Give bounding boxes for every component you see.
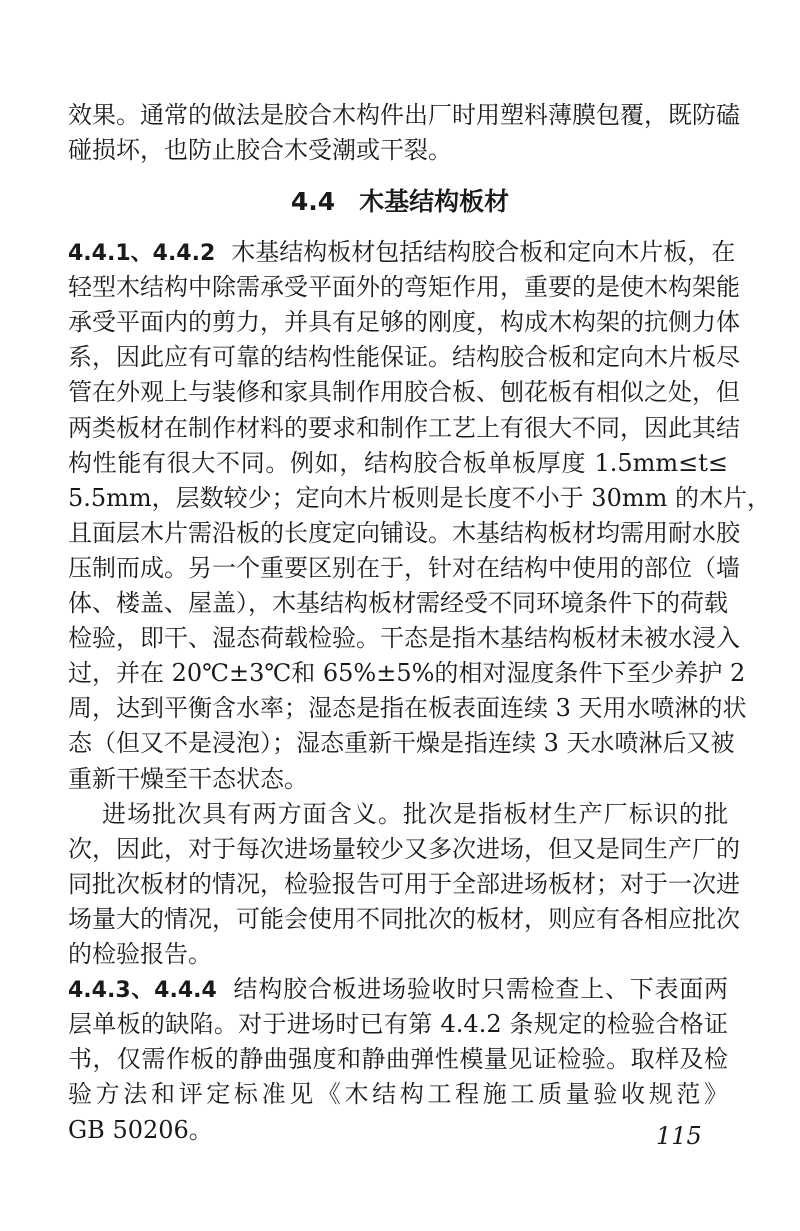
body-line: [68, 305, 740, 340]
section-heading: [0, 182, 800, 218]
line-text: 轻型木结构中除需承受平面外的弯矩作用，重要的是使木构架能: [68, 273, 740, 302]
body-line: [68, 726, 735, 761]
line-text: 同批次板材的情况，检验报告可用于全部进场板材；对于一次进: [68, 869, 740, 898]
line-text: 态（但又不是浸泡）；湿态重新干燥是指连续 3 天水喷淋后又被: [68, 729, 735, 758]
section-title: 木基结构板材: [359, 187, 510, 216]
line-text: 5.5mm，层数较少；定向木片板则是长度不小于 30mm 的木片，: [68, 483, 771, 512]
line-text: 压制而成。另一个重要区别在于，针对在结构中使用的部位（墙: [68, 553, 740, 582]
line-text: 验方法和评定标准见《木结构工程施工质量验收规范》: [68, 1080, 728, 1109]
body-line: [68, 937, 728, 972]
body-line: [68, 656, 746, 691]
body-line: [68, 762, 728, 797]
body-line: [68, 340, 740, 375]
clause-line: [68, 972, 728, 1007]
body-line: [68, 1113, 728, 1148]
body-line: [68, 691, 747, 726]
line-text: 进场批次具有两方面含义。批次是指板材生产厂标识的批: [102, 799, 728, 828]
line-text: 两类板材在制作材料的要求和制作工艺上有很大不同，因此其结: [68, 413, 740, 442]
body-line: [68, 586, 728, 621]
body-line: [68, 621, 740, 656]
section-number: 4.4: [290, 187, 336, 216]
line-text: 层单板的缺陷。对于进场时已有第 4.4.2 条规定的检验合格证: [68, 1010, 728, 1039]
line-text: 检验，即干、湿态荷载检验。干态是指木基结构板材未被水浸入: [68, 624, 740, 653]
line-text: GB 50206。: [68, 1115, 213, 1144]
line-text: 系，因此应有可靠的结构性能保证。结构胶合板和定向木片板尽: [68, 343, 740, 372]
body-line: [68, 375, 740, 410]
body-line: [68, 270, 740, 305]
body-line: [68, 902, 740, 937]
body-line: [68, 832, 740, 867]
body-line: [68, 516, 740, 551]
clause-number: 4.4.1、4.4.2: [68, 241, 216, 266]
body-line: [68, 411, 740, 446]
body-line: [68, 446, 728, 481]
line-text: 场量大的情况，可能会使用不同批次的板材，则应有各相应批次: [68, 904, 740, 933]
body-line: [68, 867, 740, 902]
clause-number: 4.4.3、4.4.4: [68, 978, 217, 1004]
line-text: 次，因此，对于每次进场量较少又多次进场，但又是同生产厂的: [68, 834, 740, 863]
line-text: 结构胶合板进场验收时只需检查上、下表面两: [232, 975, 728, 1004]
line-text: 管在外观上与装修和家具制作用胶合板、刨花板有相似之处，但: [68, 378, 740, 407]
line-text: 承受平面内的剪力，并具有足够的刚度，构成木构架的抗侧力体: [68, 308, 740, 337]
line-text: 体、楼盖、屋盖），木基结构板材需经受不同环境条件下的荷载: [68, 589, 728, 617]
body-line: [68, 1007, 728, 1042]
body-line: [68, 481, 771, 516]
line-text: 周，达到平衡含水率；湿态是指在板表面连续 3 天用水喷淋的状: [68, 694, 747, 723]
clause-line: [68, 235, 736, 270]
page-number: 115: [656, 1122, 702, 1150]
line-text: 且面层木片需沿板的长度定向铺设。木基结构板材均需用耐水胶: [68, 518, 740, 547]
body-line: [68, 1042, 728, 1077]
intro-line: 效果。通常的做法是胶合木构件出厂时用塑料薄膜包覆，既防磕: [68, 101, 740, 129]
body-line: [68, 1077, 728, 1112]
body-line: [68, 551, 740, 586]
body-line: [102, 797, 728, 832]
line-text: 重新干燥至干态状态。: [68, 764, 308, 793]
line-text: 过，并在 20℃±3℃和 65%±5%的相对湿度条件下至少养护 2: [68, 659, 746, 688]
intro-line: 碰损坏，也防止胶合木受潮或干裂。: [68, 136, 452, 164]
line-text: 的检验报告。: [68, 940, 212, 968]
line-text: 书，仅需作板的静曲强度和静曲弹性模量见证检验。取样及检: [68, 1045, 728, 1074]
line-text: 构性能有很大不同。例如，结构胶合板单板厚度 1.5mm≤t≤: [68, 448, 728, 477]
line-text: 木基结构板材包括结构胶合板和定向木片板，在: [231, 238, 736, 266]
